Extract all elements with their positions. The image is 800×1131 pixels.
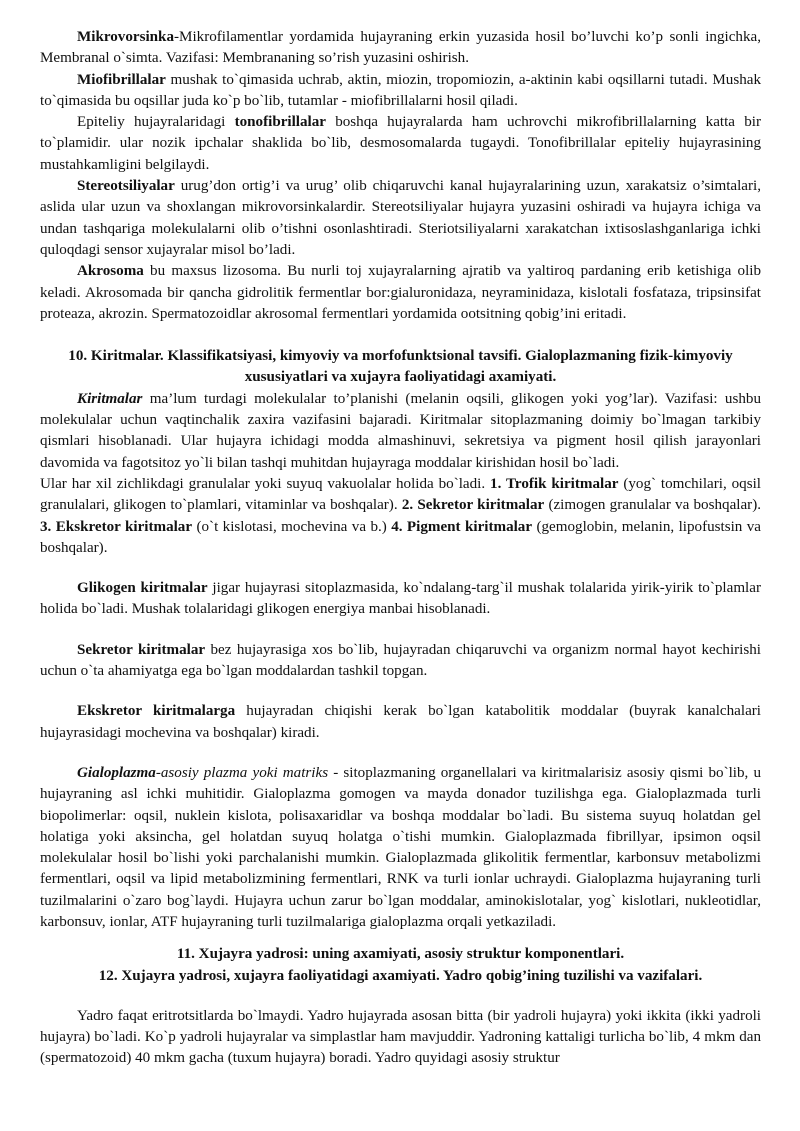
section-heading-10: 10. Kiritmalar. Klassifikatsiyasi, kimyoviy va morfofunktsional tavsifi. Gialoplazmaning fizik-kimyoviy xususiyatlari va xujayra faoliyatidagi axamiyati. bbox=[68, 348, 733, 386]
paragraph-text: - sitoplazmaning organellalari va kiritmalarisiz asosiy qismi bo`lib, u hujayraning asl ichki muhitidir. Gialoplazma gomogen va mayda donador tuzilishga ega. Gialoplazmada turli biopolimerlar: oqsil, nuklein kislota, polisaxaridlar va boshqa moddalar bo`ladi. Bu sistema suyuq holatdan gel holatiga yoki aksincha, gel holatdan suyuq holatga o`tishi mumkin. Gialoplazmada fibrillyar, ipsimon oqsil molekulalar hosil bo`lishi yoki parchalanishi mumkin. Gialoplazmada glikolitik fermentlar, karbonsuv metabolizmi fermentlari, oqsil va lipid metabolizmining fermentlari, RNK va turli ionlar uchraydi. Gialoplazma hujayraning turli tuzilmalarini o`zaro bog`laydi. Hujayra uchun zarur bo`lgan moddalar, aminokislotalar, yog` kislotlari, nukleotidlar, karbonsuv, ionlar, ATF hujayraning turli tuzilmalariga gialoplazma orqali yetkaziladi. bbox=[40, 764, 761, 930]
paragraph-kiritmalar bbox=[40, 389, 761, 474]
paragraph-text: bez hujayrasiga xos bo`lib, hujayradan chiqaruvchi va organizm normal hayot kechirishi uchun o`ta ahamiyatga ega bo`lgan moddalardan tashkil topgan. bbox=[40, 641, 761, 680]
paragraph-text: (gemoglobin, melanin, lipofustsin va boshqalar). bbox=[40, 518, 761, 556]
paragraph-sekretor bbox=[40, 640, 761, 683]
paragraph-ekskretor bbox=[40, 701, 761, 744]
term-akrosoma: Akrosoma bbox=[77, 263, 144, 280]
paragraph-miofibrillalar bbox=[40, 70, 761, 113]
paragraph-stereotsiliyalar bbox=[40, 176, 761, 261]
term-sekretor-kiritmalar: Sekretor kiritmalar bbox=[77, 641, 206, 658]
term-sekretor: 2. Sekretor kiritmalar bbox=[401, 497, 545, 514]
paragraph-akrosoma bbox=[40, 261, 761, 325]
term-gialoplazma: Gialoplazma bbox=[77, 764, 156, 781]
term-mikrovorsinka: Mikrovorsinka bbox=[77, 29, 175, 45]
paragraph-text: bu maxsus lizosoma. Bu nurli toj xujayralarning ajratib va yaltiroq pardaning erib ketishiga olib keladi. Akrosomada bir qancha gidrolitik fermentlar bor:gialuronidaza, neyraminidaza, kislotali fosfataza, tripsinsifat proteaza, akrozin. Spermatozoidlar akrosomal fermentlari yordamida ootsitning qobig’ini eritadi. bbox=[40, 263, 761, 322]
section-heading-12: 12. Xujayra yadrosi, xujayra faoliyatidagi axamiyati. Yadro qobig’ining tuzilishi va vazifalari. bbox=[98, 967, 703, 984]
paragraph-text: (yog` tomchilari, oqsil granulalari, glikogen to`plamlari, vitaminlar va boshqalar). bbox=[40, 475, 761, 514]
paragraph-classification bbox=[40, 474, 761, 559]
term-ekskretor-kiritmalarga: Ekskretor kiritmalarga bbox=[77, 703, 236, 720]
paragraph-yadro: Yadro faqat eritrotsitlarda bo`lmaydi. Yadro hujayrada asosan bitta (bir yadroli hujayra) yoki ikkita (ikki yadroli hujayra) bo`ladi. Ko`p yadroli hujayralar va simplastlar ham mavjuddir. Yadroning kattaligi turlicha bo`lib, 4 mkm dan (spermatozoid) 40 mkm gacha (tuxum hujayra) boradi. Yadro quyidagi asosiy struktur bbox=[40, 1007, 761, 1067]
paragraph-gialoplazma bbox=[40, 763, 761, 933]
term-gialoplazma-definition: -asosiy plazma yoki matriks bbox=[155, 764, 329, 781]
term-glikogen: Glikogen kiritmalar bbox=[77, 580, 208, 597]
paragraph-glikogen bbox=[40, 578, 761, 621]
paragraph-text: (zimogen granulalar va boshqalar). bbox=[544, 497, 761, 514]
paragraph-text: mushak to`qimasida uchrab, aktin, miozin, tropomiozin, a-aktinin kabi oqsillarni tutadi. Mushak to`qimasida bu oqsillar juda ko`p bo`lib, tutamlar - miofibrillalarni hosil qiladi. bbox=[40, 71, 761, 109]
paragraph-text: boshqa hujayralarda ham uchrovchi mikrofibrillalarning katta bir to`plamidir. ular nozik ipchalar shaklida bo`lib, desmosomalarda tugaydi. Tonofibrillalar epiteliy hujayrasining mustahkamligini belgilaydi. bbox=[40, 114, 761, 173]
paragraph-text: hujayradan chiqishi kerak bo`lgan katabolitik moddalar (buyrak kanalchalari hujayrasidagi mochevina va boshqalar) kiradi. bbox=[40, 703, 761, 741]
term-kiritmalar: Kiritmalar bbox=[77, 390, 143, 407]
paragraph-text: jigar hujayrasi sitoplazmasida, ko`ndalang-targ`il mushak tolalarida yirik-yirik to`plamlar holida bo`ladi. Mushak tolalaridagi glikogen energiya manbai hisoblanadi. bbox=[40, 580, 761, 618]
paragraph-text: ma’lum turdagi molekulalar to’planishi (melanin oqsili, glikogen yoki yog’lar). Vazifasi: ushbu molekulalar uchun vaqtinchalik zaxira vazifasini bajaradi. Kiritmalar sitoplazmaning doimiy bo`lmagan tarkibiy qismlari hisoblanadi. Ular hujayra ichidagi modda almashinuvi, sekretsiya va pigment hosil qilish jarayonlari davomida va fagotsitoz yo`li bilan tashqi muhitdan hujayraga moddalar kirishidan hosil bo`ladi. bbox=[40, 390, 761, 471]
term-trofik: 1. Trofik kiritmalar bbox=[490, 475, 619, 492]
term-stereotsiliyalar: Stereotsiliyalar bbox=[77, 178, 175, 195]
paragraph-text: Ular har xil zichlikdagi granulalar yoki suyuq vakuolalar holida bo`ladi. bbox=[40, 475, 491, 492]
paragraph-text: urug’don ortig’i va urug’ olib chiqaruvchi kanal hujayralarining uzun, xarakatsiz o’simtalari, aslida ular uzun va shoxlangan mikrovorsinkalardir. Stereotsiliyalar hujayra yuzasini oshiradi va hujayra ichiga va undan tashqariga molekulalarni olib o’tishni osonlashtiradi. Steriotsiliyalarni xarakatchan ixtisoslashganlariga ichki quloqdagi sensor xujayralar misol bo’ladi. bbox=[40, 178, 761, 258]
paragraph-lead: Epiteliy hujayralaridagi bbox=[77, 114, 235, 131]
paragraph-mikrovorsinka bbox=[40, 27, 761, 70]
term-pigment: 4. Pigment kiritmalar bbox=[391, 518, 533, 535]
term-miofibrillalar: Miofibrillalar bbox=[77, 71, 166, 88]
section-heading-11: 11. Xujayra yadrosi: uning axamiyati, asosiy struktur komponentlari. bbox=[176, 946, 625, 963]
paragraph-text: -Mikrofilamentlar yordamida hujayraning erkin yuzasida hosil bo’luvchi ko’p sonli ingichka, Membranal o`simta. Vazifasi: Membrananing so’rish yuzasini oshirish. bbox=[40, 29, 761, 67]
paragraph-text: (o`t kislotasi, mochevina va b.) bbox=[192, 518, 392, 535]
term-ekskretor: 3. Ekskretor kiritmalar bbox=[40, 518, 193, 535]
paragraph-tonofibrillalar bbox=[40, 112, 761, 176]
term-tonofibrillalar: tonofibrillalar bbox=[234, 114, 326, 131]
